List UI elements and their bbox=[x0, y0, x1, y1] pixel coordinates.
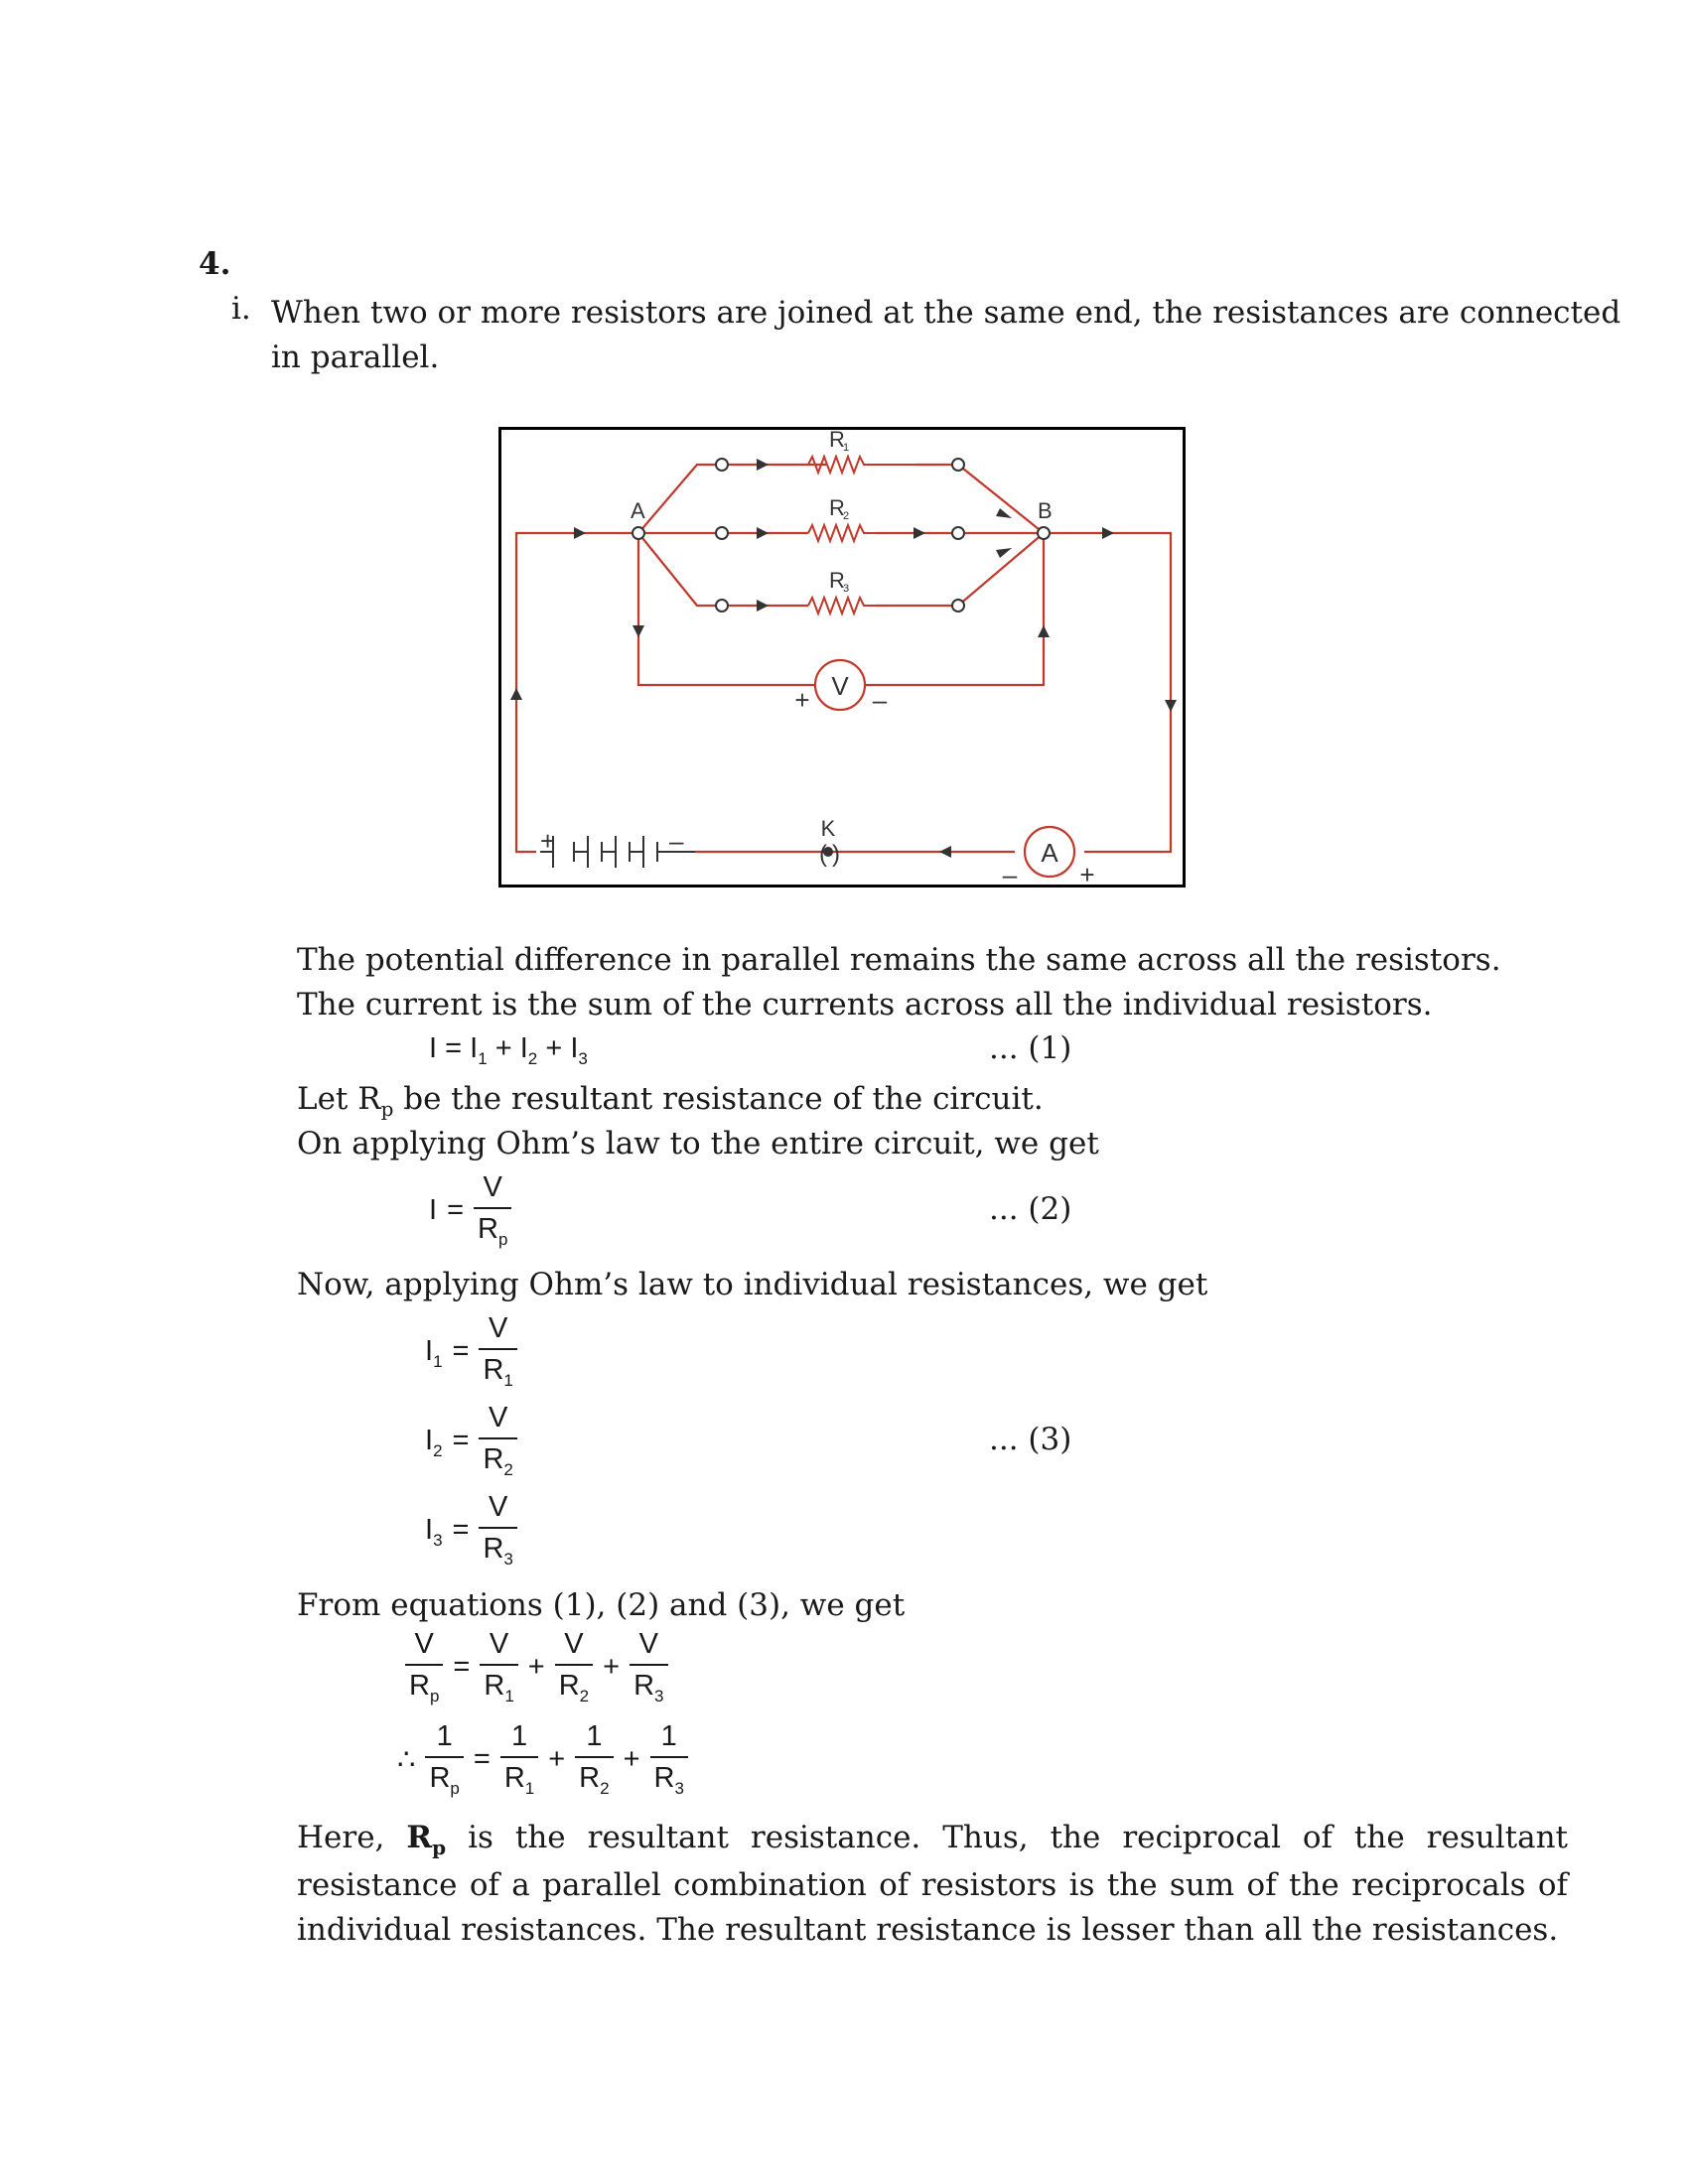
key-bracket-right: ) bbox=[832, 841, 840, 868]
ohm-individual-line: Now, applying Ohm’s law to individual resistances, we get bbox=[297, 1267, 1208, 1302]
equation-1-tag: ... (1) bbox=[989, 1030, 1072, 1066]
ohm-entire-line: On applying Ohm’s law to the entire circuit, we get bbox=[297, 1126, 1099, 1161]
node-a-label: A bbox=[631, 498, 645, 523]
ammeter-label: A bbox=[1041, 838, 1058, 868]
equation-3a: $I_1$ = $\frac{V}{R_1}$ bbox=[425, 1312, 517, 1390]
voltmeter-minus: – bbox=[872, 685, 888, 715]
voltmeter-plus: + bbox=[794, 685, 810, 715]
equation-3b: $I_2$ = $\frac{V}{R_2}$ bbox=[425, 1402, 517, 1479]
current-line: The current is the sum of the currents across all the individual resistors. bbox=[297, 987, 1433, 1023]
equation-1: $I = I_1 + I_2 + I_3$ bbox=[429, 1032, 588, 1068]
r2-sub: 2 bbox=[843, 510, 850, 522]
r1-sub: 1 bbox=[843, 442, 850, 454]
equation-2: I = $\frac{V}{R_p}$ bbox=[429, 1171, 511, 1249]
part-i-line1: When two or more resistors are joined at the same end, the resistances are connected bbox=[271, 295, 1621, 331]
parallel-circuit-diagram bbox=[498, 427, 1186, 887]
battery-minus: – bbox=[669, 826, 684, 856]
combined-equation: $\frac{V}{R_p}$ = $\frac{V}{R_1}$ + $\frac{V}{R_2}$ + $\frac{V}{R_3}$ bbox=[405, 1628, 668, 1706]
equation-3-tag: ... (3) bbox=[989, 1422, 1072, 1457]
equation-3c: $I_3$ = $\frac{V}{R_3}$ bbox=[425, 1491, 517, 1569]
battery-plus: + bbox=[540, 826, 556, 856]
question-number: 4. bbox=[199, 246, 231, 282]
reciprocal-equation: ∴ $\frac{1}{R_p}$ = $\frac{1}{R_1}$ + $\frac{1}{R_2}$ + $\frac{1}{R_3}$ bbox=[397, 1720, 688, 1798]
node-b-label: B bbox=[1038, 498, 1053, 523]
r3-label: R bbox=[829, 568, 845, 593]
voltmeter-label: V bbox=[831, 671, 849, 701]
r2-label: R bbox=[829, 495, 845, 520]
r1-label: R bbox=[829, 427, 845, 452]
let-rp-line: Let $R_p$ be the resultant resistance of the circuit. bbox=[297, 1081, 1044, 1121]
key-label: K bbox=[820, 816, 836, 841]
key-bracket-left: ( bbox=[819, 841, 827, 868]
conclusion-paragraph: Here, $R_p$ is the resultant resistance. Thus, the reciprocal of the resultant resistance of a parallel combination of resistors is the sum of the reciprocals of individual resistances. The resultant resistance is lesser than all the resistances. bbox=[297, 1820, 1568, 1948]
equation-2-tag: ... (2) bbox=[989, 1191, 1072, 1227]
from-equations-line: From equations (1), (2) and (3), we get bbox=[297, 1587, 906, 1623]
pd-line: The potential difference in parallel remains the same across all the resistors. bbox=[297, 942, 1501, 978]
ammeter-minus: – bbox=[1002, 860, 1018, 887]
part-marker: i. bbox=[231, 291, 251, 327]
r3-sub: 3 bbox=[843, 583, 850, 595]
part-i-line2: in parallel. bbox=[271, 340, 440, 375]
ammeter-plus: + bbox=[1079, 860, 1095, 887]
